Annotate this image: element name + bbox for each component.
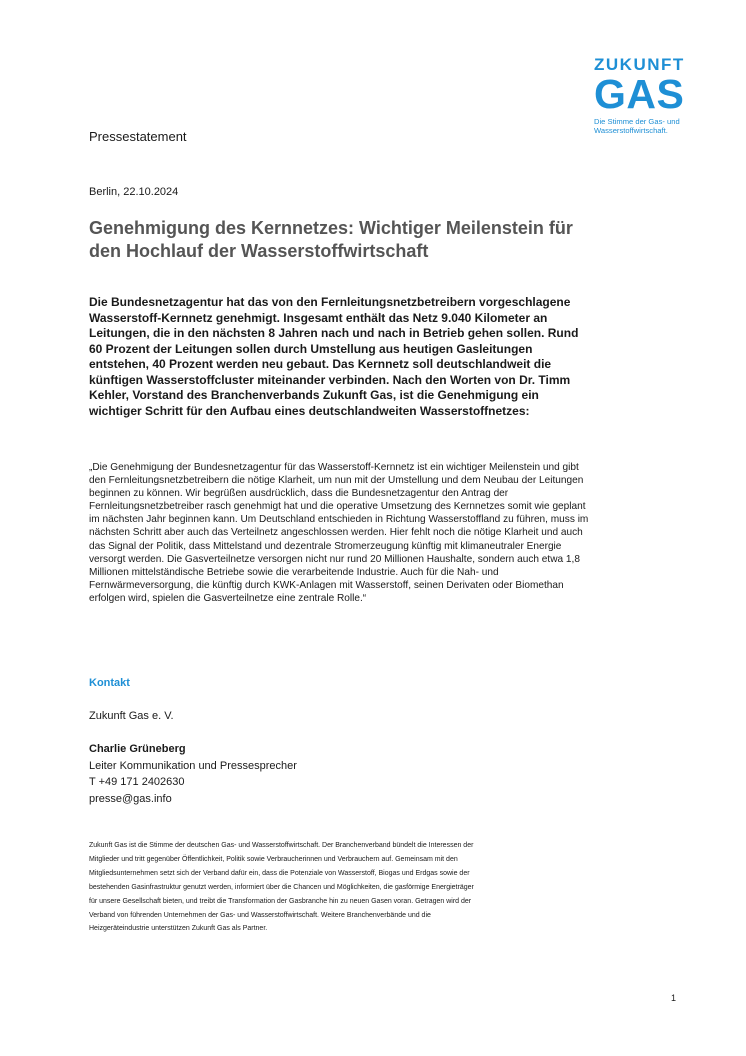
contact-organization: Zukunft Gas e. V. xyxy=(89,710,174,722)
contact-person xyxy=(89,741,297,807)
page-title: Genehmigung des Kernnetzes: Wichtiger Meilenstein für den Hochlauf der Wasserstoffwirtschaft xyxy=(89,218,573,261)
contact-role: Leiter Kommunikation und Pressesprecher xyxy=(89,759,297,772)
zukunft-gas-logo xyxy=(594,56,704,135)
document-type: Pressestatement xyxy=(89,129,187,144)
logo-line-zukunft: ZUKUNFT xyxy=(594,55,685,74)
page-number: 1 xyxy=(671,993,677,1003)
logo-line-gas: GAS xyxy=(594,71,685,117)
contact-name: Charlie Grüneberg xyxy=(89,743,186,755)
quote-paragraph: „Die Genehmigung der Bundesnetzagentur für das Wasserstoff-Kernnetz ist ein wichtiger Meilenstein und gibt den Fernleitungsnetzbetreibern die nötige Klarheit, um nun mit der Umstellung und dem Neubau der Leitungen beginnen zu können. Wir begrüßen ausdrücklich, dass die Bundesnetzagentur den Antrag der Fernleitungsnetzbetreiber rasch genehmigt hat und die operative Umsetzung des Kernnetzes somit wie geplant im nächsten Jahr beginnen kann. Um Deutschland entschieden in Richtung Wasserstoffland zu führen, muss im nächsten Schritt aber auch das Verteilnetz angeschlossen werden. Hier fehlt noch die nötige Klarheit und auch das Signal der Politik, dass Mittelstand und dezentrale Stromerzeugung künftig mit klimaneutraler Energie versorgt werden. Die Gasverteilnetze versorgen nicht nur rund 20 Millionen Haushalte, sondern auch etwa 1,8 Millionen mittelständische Betriebe sowie die verarbeitende Industrie. Auch für die Nah- und Fernwärmeversorgung, die künftig durch KWK-Anlagen mit Wasserstoff, seinen Derivaten oder Biomethan erfolgen wird, spielen die Gasverteilnetze eine zentrale Rolle.“ xyxy=(89,462,589,604)
about-paragraph: Zukunft Gas ist die Stimme der deutschen Gas- und Wasserstoffwirtschaft. Der Branchenverband bündelt die Interessen der Mitglieder und tritt gegenüber Öffentlichkeit, Politik sowie Verbraucherinnen und Verbrauchern auf. Gemeinsam mit den Mitgliedsunternehmen setzt sich der Verband dafür ein, dass die Potenziale von Wasserstoff, Biogas und Erdgas sowie der bestehenden Gasinfrastruktur genutzt werden, informiert über die Chancen und Möglichkeiten, die gasförmige Energieträger für unsere Gesellschaft bieten, und treibt die Transformation der Gasbranche hin zu neuen Gasen voran. Getragen wird der Verband von führenden Unternehmen der Gas- und Wasserstoffwirtschaft. Weitere Branchenverbände und die Heizgeräteindustrie unterstützen Zukunft Gas als Partner. xyxy=(89,842,474,933)
logo-tagline: Die Stimme der Gas- und Wasserstoffwirtschaft. xyxy=(594,117,680,135)
contact-phone: T +49 171 2402630 xyxy=(89,776,185,788)
date-line: Berlin, 22.10.2024 xyxy=(89,186,179,198)
lead-paragraph: Die Bundesnetzagentur hat das von den Fernleitungsnetzbetreibern vorgeschlagene Wasserstoff-Kernnetz genehmigt. Insgesamt enthält das Netz 9.040 Kilometer an Leitungen, die in den nächsten 8 Jahren nach und nach in Betrieb gehen sollen. Rund 60 Prozent der Leitungen sollen durch Umstellung aus heutigen Gasleitungen entstehen, 40 Prozent werden neu gebaut. Das Kernnetz soll deutschlandweit die künftigen Wasserstoffcluster miteinander verbinden. Nach den Worten von Dr. Timm Kehler, Vorstand des Branchenverbands Zukunft Gas, ist die Genehmigung ein wichtiger Schritt für den Aufbau eines deutschlandweiten Wasserstoffnetzes: xyxy=(89,295,579,418)
contact-email: presse@gas.info xyxy=(89,792,172,805)
contact-heading: Kontakt xyxy=(89,677,130,689)
